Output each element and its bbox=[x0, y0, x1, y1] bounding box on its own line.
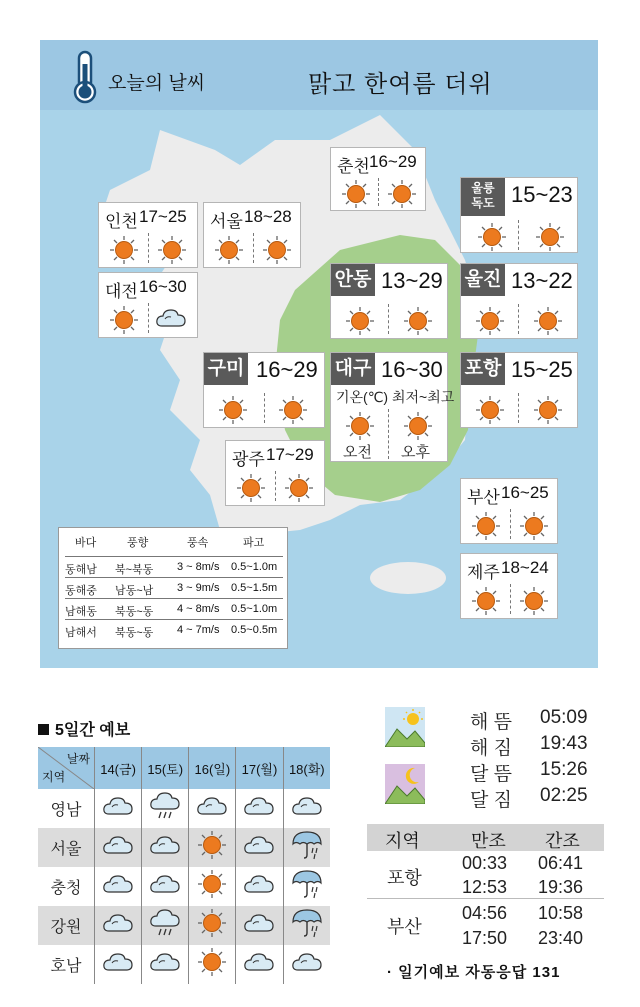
forecast-row bbox=[38, 906, 330, 945]
city-temp: 18~28 bbox=[244, 207, 292, 226]
city-name: 부산 bbox=[467, 488, 500, 507]
sun-icon bbox=[109, 305, 139, 340]
tide-high: 12:53 bbox=[462, 877, 508, 897]
map-header bbox=[40, 40, 598, 110]
moonrise-time: 15:26 bbox=[540, 759, 588, 780]
city-andong bbox=[330, 263, 448, 339]
tide-high: 00:33 bbox=[462, 853, 508, 873]
cloud-icon bbox=[95, 789, 142, 828]
am-label: 오전 bbox=[343, 444, 372, 461]
city-name: 춘천 bbox=[337, 157, 370, 176]
day-header: 18(화) bbox=[283, 747, 330, 789]
city-tag: 대구 bbox=[331, 353, 375, 385]
sun-icon bbox=[533, 306, 563, 341]
sun-icon bbox=[109, 235, 139, 270]
tide-region: 부산 bbox=[387, 917, 422, 937]
forecast-row bbox=[38, 828, 330, 867]
city-busan bbox=[460, 478, 558, 544]
city-name: 인천 bbox=[105, 212, 138, 231]
day-header: 17(월) bbox=[236, 747, 283, 789]
sunrise-label: 해 뜸 bbox=[470, 712, 512, 733]
city-uljin bbox=[460, 263, 578, 339]
city-ulleung bbox=[460, 177, 578, 253]
moonrise-label: 달 뜸 bbox=[470, 764, 512, 785]
umbrella-icon bbox=[283, 906, 330, 945]
sun-icon bbox=[341, 179, 371, 214]
city-name: 서울 bbox=[210, 212, 243, 231]
region-name: 강원 bbox=[38, 906, 95, 945]
cloud-icon bbox=[95, 828, 142, 867]
cloud-icon bbox=[236, 828, 283, 867]
footer-note: · 일기예보 자동응답 131 bbox=[387, 964, 561, 981]
city-tag: 울릉 독도 bbox=[461, 178, 505, 216]
region-name: 서울 bbox=[38, 828, 95, 867]
map-panel bbox=[40, 40, 598, 668]
moonrise-icon bbox=[385, 764, 425, 804]
tide-low: 10:58 bbox=[538, 903, 584, 923]
pm-label: 오후 bbox=[401, 444, 430, 461]
sea-row: 동해남 북~북동 3 ~ 8m/s 0.5~1.0m bbox=[65, 556, 283, 577]
moonset-time: 02:25 bbox=[540, 785, 588, 806]
tide-header: 지역 만조 간조 bbox=[367, 824, 604, 851]
cloud-icon bbox=[142, 867, 189, 906]
sun-icon bbox=[533, 395, 563, 430]
sun-icon bbox=[477, 222, 507, 257]
sun-icon bbox=[535, 222, 565, 257]
sea-header: 풍향 bbox=[127, 537, 149, 549]
cloud-icon bbox=[155, 307, 187, 334]
cloud-icon bbox=[236, 789, 283, 828]
cloud-icon bbox=[95, 867, 142, 906]
city-seoul bbox=[203, 202, 301, 268]
sun-icon bbox=[284, 473, 314, 508]
sunrise-icon bbox=[385, 707, 425, 747]
sun-icon bbox=[403, 306, 433, 341]
city-incheon bbox=[98, 202, 198, 268]
city-temp: 17~29 bbox=[266, 445, 314, 464]
sun-icon bbox=[262, 235, 292, 270]
sea-header: 풍속 bbox=[187, 537, 209, 549]
city-temp: 15~25 bbox=[511, 357, 573, 382]
forecast-row bbox=[38, 789, 330, 828]
city-temp: 16~29 bbox=[256, 357, 318, 382]
sun-icon bbox=[189, 906, 236, 945]
sun-icon bbox=[519, 586, 549, 621]
sun-icon bbox=[387, 179, 417, 214]
forecast-row bbox=[38, 945, 330, 984]
headline: 맑고 한여름 더위 bbox=[308, 71, 493, 98]
cloud-icon bbox=[236, 906, 283, 945]
tide-region: 포항 bbox=[387, 868, 422, 888]
header-label: 오늘의 날씨 bbox=[108, 73, 206, 94]
city-tag: 울진 bbox=[461, 264, 505, 296]
sun-icon bbox=[157, 235, 187, 270]
sea-conditions-table bbox=[58, 527, 288, 649]
cloud-icon bbox=[283, 945, 330, 984]
sunset-time: 19:43 bbox=[540, 733, 588, 754]
sun-icon bbox=[236, 473, 266, 508]
city-temp: 13~22 bbox=[511, 268, 573, 293]
sun-icon bbox=[471, 586, 501, 621]
umbrella-icon bbox=[283, 867, 330, 906]
sea-row: 남해동 북동~동 4 ~ 8m/s 0.5~1.0m bbox=[65, 598, 283, 619]
city-tag: 안동 bbox=[331, 264, 375, 296]
city-temp: 16~30 bbox=[139, 277, 187, 296]
sun-icon bbox=[189, 945, 236, 984]
city-tag: 포항 bbox=[461, 353, 505, 385]
city-daegu bbox=[330, 352, 455, 462]
city-temp: 16~29 bbox=[369, 152, 417, 171]
cloud-icon bbox=[142, 945, 189, 984]
sunrise-time: 05:09 bbox=[540, 707, 588, 728]
sea-row: 동해중 남동~남 3 ~ 9m/s 0.5~1.5m bbox=[65, 577, 283, 598]
sunset-label: 해 짐 bbox=[470, 738, 512, 759]
city-temp: 16~25 bbox=[501, 483, 549, 502]
tide-high: 17:50 bbox=[462, 928, 508, 948]
sun-icon bbox=[278, 395, 308, 430]
forecast-row bbox=[38, 867, 330, 906]
tide-low: 06:41 bbox=[538, 853, 584, 873]
city-jeju bbox=[460, 553, 558, 619]
city-gwangju bbox=[225, 440, 325, 506]
umbrella-icon bbox=[283, 828, 330, 867]
cloud-icon bbox=[95, 906, 142, 945]
city-pohang bbox=[460, 352, 578, 428]
sun-icon bbox=[475, 306, 505, 341]
city-temp: 18~24 bbox=[501, 558, 549, 577]
legend-text: 기온(℃) 최저~최고 bbox=[336, 389, 455, 405]
sun-icon bbox=[189, 867, 236, 906]
region-name: 충청 bbox=[38, 867, 95, 906]
city-tag: 구미 bbox=[204, 353, 248, 385]
cloud-icon bbox=[189, 789, 236, 828]
forecast-table bbox=[38, 747, 330, 984]
city-temp: 15~23 bbox=[511, 182, 573, 207]
sun-icon bbox=[471, 511, 501, 546]
city-temp: 17~25 bbox=[139, 207, 187, 226]
tide-low: 19:36 bbox=[538, 877, 584, 897]
city-name: 대전 bbox=[105, 282, 138, 301]
day-header: 14(금) bbox=[95, 747, 142, 789]
day-header: 16(일) bbox=[189, 747, 236, 789]
corner-cell: 날짜 지역 bbox=[38, 747, 95, 789]
city-name: 광주 bbox=[232, 450, 265, 469]
sun-icon bbox=[519, 511, 549, 546]
tide-high: 04:56 bbox=[462, 903, 508, 923]
cloud-rain-icon bbox=[142, 789, 189, 828]
sea-header: 파고 bbox=[243, 537, 265, 549]
region-name: 영남 bbox=[38, 789, 95, 828]
cloud-icon bbox=[95, 945, 142, 984]
sun-icon bbox=[345, 306, 375, 341]
cloud-icon bbox=[283, 789, 330, 828]
cloud-icon bbox=[236, 867, 283, 906]
region-name: 호남 bbox=[38, 945, 95, 984]
city-daejeon bbox=[98, 272, 198, 338]
sun-icon bbox=[214, 235, 244, 270]
cloud-icon bbox=[236, 945, 283, 984]
sun-icon bbox=[189, 828, 236, 867]
city-temp: 13~29 bbox=[381, 268, 443, 293]
cloud-rain-icon bbox=[142, 906, 189, 945]
forecast-title: 5일간 예보 bbox=[38, 717, 130, 740]
city-gumi bbox=[203, 352, 325, 428]
sea-row: 남해서 북동~동 4 ~ 7m/s 0.5~0.5m bbox=[65, 619, 283, 640]
city-name: 제주 bbox=[467, 563, 500, 582]
sun-icon bbox=[475, 395, 505, 430]
city-chuncheon bbox=[330, 147, 426, 211]
thermometer-icon bbox=[68, 50, 102, 104]
cloud-icon bbox=[142, 828, 189, 867]
sun-icon bbox=[218, 395, 248, 430]
tide-low: 23:40 bbox=[538, 928, 584, 948]
day-header: 15(토) bbox=[142, 747, 189, 789]
moonset-label: 달 짐 bbox=[470, 790, 512, 811]
sea-header: 바다 bbox=[75, 537, 97, 549]
city-temp: 16~30 bbox=[381, 357, 443, 382]
